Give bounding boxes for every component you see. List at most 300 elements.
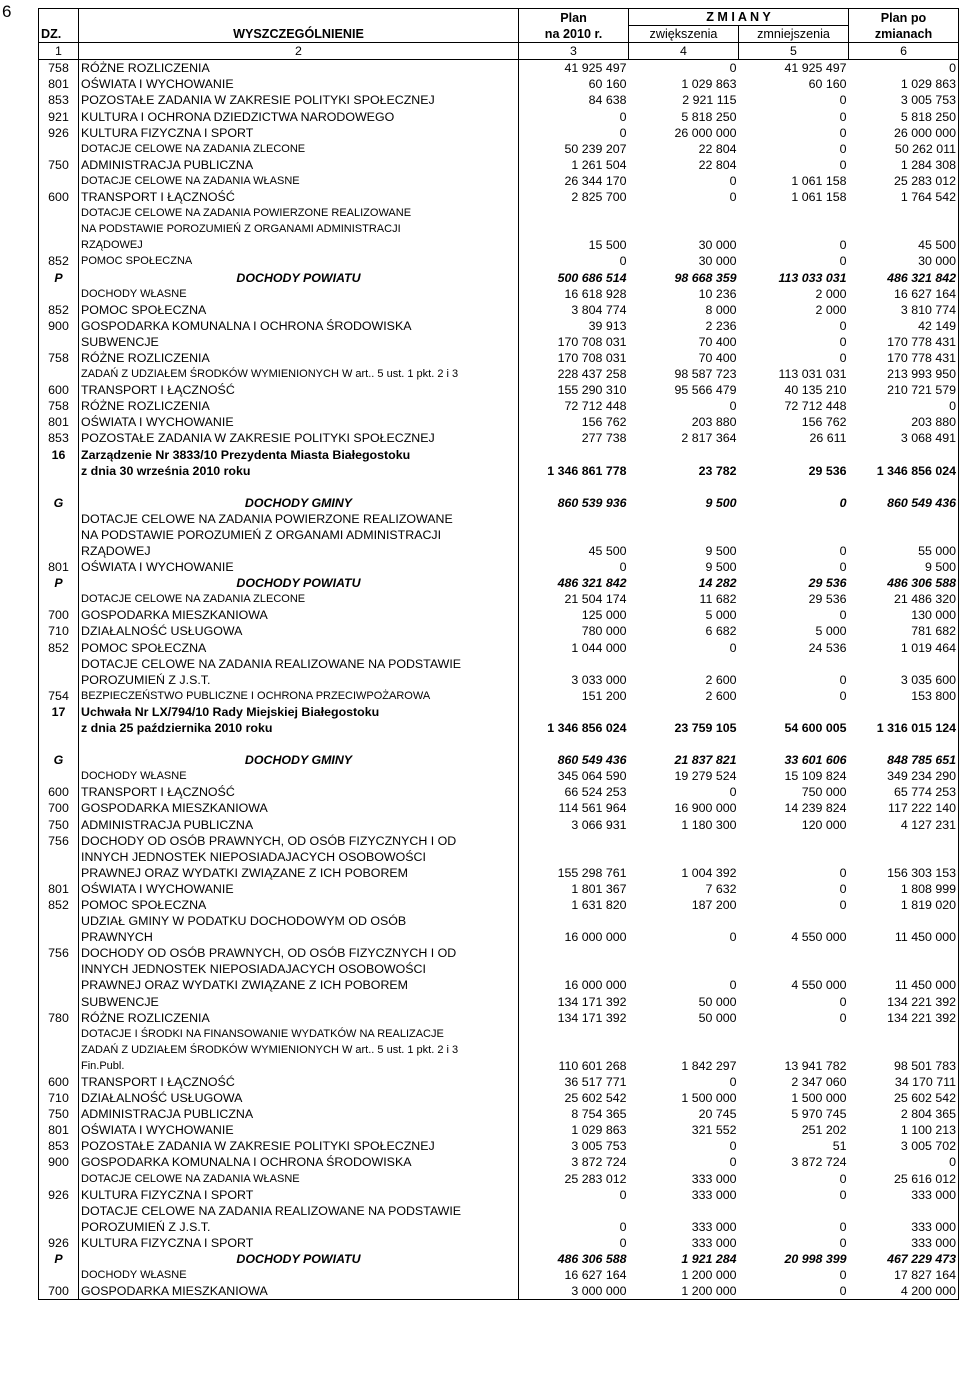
description-cell: OŚWIATA I WYCHOWANIE <box>79 76 519 92</box>
dz-cell <box>39 205 79 221</box>
table-row <box>39 1203 959 1219</box>
decrease-cell: 0 <box>839 672 847 687</box>
decrease-cell: 251 202 <box>801 1123 847 1138</box>
plan-after-cell: 0 <box>849 1154 959 1170</box>
dz-cell: 801 <box>39 559 79 575</box>
decrease-cell: 29 536 <box>808 592 847 607</box>
plan-after-cell: 11 450 000 <box>849 929 959 945</box>
description-cell: POROZUMIEŃ Z J.S.T. <box>79 672 519 688</box>
table-row <box>39 173 959 189</box>
decrease-cell <box>739 479 849 495</box>
plan-cell: 2 825 700 <box>571 190 627 205</box>
description-cell: RZĄDOWEJ <box>79 237 519 253</box>
table-row <box>39 1122 959 1138</box>
dz-cell: 710 <box>39 623 79 639</box>
dz-cell: 758 <box>39 350 79 366</box>
plan-after-cell: 1 764 542 <box>849 189 959 205</box>
plan-cell: 16 000 000 <box>564 930 627 945</box>
increase-cell: 95 566 479 <box>674 383 737 398</box>
description-cell: POZOSTAŁE ZADANIA W ZAKRESIE POLITYKI SPOŁECZNEJ <box>79 1138 519 1154</box>
plan-after-cell: 781 682 <box>849 623 959 639</box>
dz-cell: 801 <box>39 881 79 897</box>
table-row <box>39 92 959 108</box>
increase-cell: 0 <box>729 173 737 188</box>
description-cell: OŚWIATA I WYCHOWANIE <box>79 1122 519 1138</box>
plan-cell: 8 754 365 <box>571 1107 627 1122</box>
description-cell: DOTACJE CELOWE NA ZADANIA WŁASNE <box>79 1171 519 1187</box>
table-row <box>39 768 959 784</box>
decrease-cell: 0 <box>839 1235 847 1250</box>
decrease-cell: 156 762 <box>801 415 847 430</box>
table-row <box>39 1074 959 1090</box>
plan-after-cell: 3 810 774 <box>849 302 959 318</box>
dz-cell <box>39 511 79 527</box>
plan-after-cell: 3 005 702 <box>849 1138 959 1154</box>
increase-cell: 11 682 <box>699 592 737 607</box>
increase-cell: 9 500 <box>705 544 737 558</box>
header-dz: DZ. <box>39 26 79 43</box>
decrease-cell: 0 <box>839 318 847 333</box>
table-row <box>39 1267 959 1283</box>
description-cell: DOCHODY GMINY <box>79 495 519 511</box>
table-row <box>39 849 959 865</box>
description-cell: Zarządzenie Nr 3833/10 Prezydenta Miasta Białegostoku <box>79 447 519 463</box>
increase-cell <box>629 833 739 849</box>
table-row <box>39 1010 959 1026</box>
dz-cell: 756 <box>39 945 79 961</box>
dz-cell: 700 <box>39 1283 79 1300</box>
decrease-cell: 750 000 <box>801 785 847 800</box>
plan-cell: 0 <box>619 109 627 124</box>
table-row <box>39 141 959 157</box>
description-cell: KULTURA I OCHRONA DZIEDZICTWA NARODOWEGO <box>79 109 519 125</box>
plan-after-cell <box>849 1203 959 1219</box>
table-row <box>39 189 959 205</box>
description-cell: DOTACJE CELOWE NA ZADANIA REALIZOWANE NA PODSTAWIE <box>79 1203 519 1219</box>
table-row <box>39 591 959 607</box>
decrease-cell: 3 872 724 <box>791 1155 847 1170</box>
table-row <box>39 205 959 221</box>
plan-after-cell <box>849 736 959 752</box>
plan-after-cell: 130 000 <box>849 607 959 623</box>
decrease-cell: 0 <box>839 141 847 156</box>
plan-cell <box>519 1203 629 1219</box>
table-row <box>39 817 959 833</box>
decrease-cell: 14 239 824 <box>784 801 847 816</box>
table-row <box>39 334 959 350</box>
decrease-cell: 72 712 448 <box>784 399 847 414</box>
table-row <box>39 833 959 849</box>
dz-cell <box>39 865 79 881</box>
plan-after-cell: 25 602 542 <box>849 1090 959 1106</box>
plan-after-cell: 3 035 600 <box>849 672 959 688</box>
decrease-cell: 0 <box>839 495 847 510</box>
decrease-cell: 29 536 <box>808 463 847 478</box>
table-row <box>39 479 959 495</box>
decrease-cell: 1 061 158 <box>791 173 847 188</box>
description-cell: PRAWNEJ ORAZ WYDATKI ZWIĄZANE Z ICH POBOREM <box>79 977 519 993</box>
dz-cell <box>39 1203 79 1219</box>
header-plan-line1: Plan <box>519 9 629 26</box>
decrease-cell: 0 <box>839 544 847 558</box>
decrease-cell: 60 160 <box>808 77 847 92</box>
dz-cell: 853 <box>39 430 79 446</box>
increase-cell: 0 <box>729 785 737 800</box>
plan-after-cell: 65 774 253 <box>849 784 959 800</box>
plan-cell: 125 000 <box>581 608 627 623</box>
decrease-cell <box>739 849 849 865</box>
table-row <box>39 945 959 961</box>
decrease-cell: 0 <box>839 254 847 269</box>
table-row <box>39 447 959 463</box>
increase-cell <box>629 704 739 720</box>
dz-cell <box>39 672 79 688</box>
table-row <box>39 221 959 237</box>
decrease-cell: 41 925 497 <box>784 61 847 76</box>
dz-cell: 600 <box>39 189 79 205</box>
description-cell: NA PODSTAWIE POROZUMIEŃ Z ORGANAMI ADMINISTRACJI <box>79 527 519 543</box>
decrease-cell: 2 347 060 <box>791 1075 847 1089</box>
decrease-cell: 33 601 606 <box>784 753 847 768</box>
table-row <box>39 350 959 366</box>
table-body <box>39 60 959 1300</box>
increase-cell: 2 817 364 <box>681 431 737 446</box>
plan-after-cell: 25 616 012 <box>849 1171 959 1187</box>
plan-cell: 0 <box>619 254 627 269</box>
decrease-cell: 0 <box>839 608 847 623</box>
description-cell: BEZPIECZEŃSTWO PUBLICZNE I OCHRONA PRZECIWPOŻAROWA <box>79 688 519 704</box>
plan-after-cell: 134 221 392 <box>849 994 959 1010</box>
plan-after-cell: 3 068 491 <box>849 430 959 446</box>
increase-cell <box>629 511 739 527</box>
increase-cell <box>629 1203 739 1219</box>
table-row <box>39 720 959 736</box>
decrease-cell: 40 135 210 <box>784 383 847 398</box>
header-dz-spacer <box>39 9 79 26</box>
increase-cell <box>629 961 739 977</box>
plan-cell: 16 000 000 <box>564 978 627 993</box>
plan-after-cell <box>849 479 959 495</box>
dz-cell <box>39 736 79 752</box>
decrease-cell: 0 <box>839 881 847 896</box>
table-row <box>39 1026 959 1042</box>
table-row <box>39 784 959 800</box>
dz-cell: 852 <box>39 897 79 913</box>
decrease-cell <box>739 945 849 961</box>
dz-cell <box>39 1267 79 1283</box>
plan-cell <box>519 945 629 961</box>
dz-cell: 758 <box>39 60 79 77</box>
table-row <box>39 430 959 446</box>
table-row <box>39 237 959 253</box>
plan-cell: 1 044 000 <box>571 640 627 655</box>
table-row <box>39 511 959 527</box>
decrease-cell: 5 000 <box>815 624 847 639</box>
plan-after-cell <box>849 656 959 672</box>
decrease-cell: 2 000 <box>815 302 847 317</box>
description-cell: TRANSPORT I ŁĄCZNOŚĆ <box>79 189 519 205</box>
plan-cell: 16 618 928 <box>564 286 627 301</box>
increase-cell <box>629 221 739 237</box>
header-plan-after-line1: Plan po <box>849 9 959 26</box>
plan-cell: 500 686 514 <box>557 270 627 285</box>
increase-cell <box>629 205 739 221</box>
description-cell: DOTACJE CELOWE NA ZADANIA REALIZOWANE NA PODSTAWIE <box>79 656 519 672</box>
decrease-cell: 0 <box>839 994 847 1009</box>
plan-after-cell: 11 450 000 <box>849 977 959 993</box>
plan-cell: 25 602 542 <box>564 1091 627 1106</box>
plan-cell: 16 627 164 <box>564 1268 627 1283</box>
plan-cell <box>519 849 629 865</box>
plan-after-cell: 1 316 015 124 <box>849 720 959 736</box>
plan-after-cell: 26 000 000 <box>849 125 959 141</box>
increase-cell: 5 818 250 <box>681 109 737 124</box>
increase-cell: 0 <box>729 640 737 655</box>
dz-cell: 801 <box>39 76 79 92</box>
description-cell <box>79 479 519 495</box>
increase-cell: 1 200 000 <box>629 1283 739 1300</box>
description-cell: NA PODSTAWIE POROZUMIEŃ Z ORGANAMI ADMINISTRACJI <box>79 221 519 237</box>
dz-cell <box>39 768 79 784</box>
increase-cell: 23 782 <box>698 463 737 478</box>
decrease-cell: 0 <box>839 93 847 108</box>
plan-after-cell: 117 222 140 <box>849 800 959 816</box>
table-row <box>39 881 959 897</box>
decrease-cell <box>739 656 849 672</box>
dz-cell: 900 <box>39 1154 79 1170</box>
dz-cell <box>39 237 79 253</box>
plan-after-cell: 349 234 290 <box>849 768 959 784</box>
description-cell: DZIAŁALNOŚĆ USŁUGOWA <box>79 1090 519 1106</box>
description-cell: KULTURA FIZYCZNA I SPORT <box>79 125 519 141</box>
plan-cell: 3 066 931 <box>571 817 627 832</box>
header-decreases: zmniejszenia <box>739 26 849 43</box>
table-row <box>39 704 959 720</box>
plan-cell: 60 160 <box>588 77 627 92</box>
dz-cell: 600 <box>39 784 79 800</box>
plan-after-cell: 1 029 863 <box>849 76 959 92</box>
description-cell: OŚWIATA I WYCHOWANIE <box>79 414 519 430</box>
decrease-cell: 0 <box>739 1283 849 1300</box>
increase-cell: 1 842 297 <box>681 1058 737 1073</box>
dz-cell: 700 <box>39 607 79 623</box>
description-cell: Uchwała Nr LX/794/10 Rady Miejskiej Białegostoku <box>79 704 519 720</box>
dz-cell: 16 <box>39 447 79 463</box>
plan-cell: 21 504 174 <box>564 592 627 607</box>
dz-cell <box>39 849 79 865</box>
decrease-cell <box>739 511 849 527</box>
decrease-cell: 15 109 824 <box>784 769 847 784</box>
decrease-cell <box>739 1042 849 1058</box>
increase-cell: 1 029 863 <box>681 77 737 92</box>
plan-cell <box>519 961 629 977</box>
plan-cell <box>519 1042 629 1058</box>
plan-after-cell: 203 880 <box>849 414 959 430</box>
dz-cell: 852 <box>39 253 79 269</box>
dz-cell: 853 <box>39 1138 79 1154</box>
description-cell: POZOSTAŁE ZADANIA W ZAKRESIE POLITYKI SPOŁECZNEJ <box>79 430 519 446</box>
description-cell: RÓŻNE ROZLICZENIA <box>79 350 519 366</box>
dz-cell: 780 <box>39 1010 79 1026</box>
description-cell: POMOC SPOŁECZNA <box>79 302 519 318</box>
dz-cell: 600 <box>39 1074 79 1090</box>
description-cell: DOCHODY WŁASNE <box>79 1267 519 1283</box>
dz-cell: 700 <box>39 800 79 816</box>
increase-cell: 1 004 392 <box>681 865 737 880</box>
decrease-cell <box>739 221 849 237</box>
table-row <box>39 1106 959 1122</box>
plan-cell: 1 631 820 <box>571 897 627 912</box>
decrease-cell: 113 033 031 <box>778 270 847 285</box>
description-cell: ADMINISTRACJA PUBLICZNA <box>79 817 519 833</box>
plan-after-cell: 0 <box>849 60 959 77</box>
description-cell: z dnia 25 października 2010 roku <box>79 720 519 736</box>
increase-cell: 1 200 000 <box>681 1268 737 1283</box>
plan-cell: 155 298 761 <box>557 865 627 880</box>
plan-after-cell: 1 284 308 <box>849 157 959 173</box>
table-row <box>39 994 959 1010</box>
decrease-cell <box>739 833 849 849</box>
description-cell: RZĄDOWEJ <box>79 543 519 559</box>
dz-cell: 926 <box>39 1187 79 1203</box>
decrease-cell <box>739 1203 849 1219</box>
plan-cell: 0 <box>619 1187 627 1202</box>
dz-cell <box>39 286 79 302</box>
header-plan-line2: na 2010 r. <box>519 26 629 43</box>
plan-after-cell: 45 500 <box>849 237 959 253</box>
plan-after-cell: 170 778 431 <box>849 350 959 366</box>
plan-cell <box>519 736 629 752</box>
description-cell: GOSPODARKA MIESZKANIOWA <box>79 1283 519 1300</box>
plan-after-cell: 4 127 231 <box>849 817 959 833</box>
plan-after-cell: 210 721 579 <box>849 382 959 398</box>
plan-cell: 170 708 031 <box>557 334 627 349</box>
plan-cell: 25 283 012 <box>564 1171 627 1186</box>
description-cell: POZOSTAŁE ZADANIA W ZAKRESIE POLITYKI SPOŁECZNEJ <box>79 92 519 108</box>
decrease-cell: 0 <box>839 560 847 575</box>
increase-cell: 98 587 723 <box>674 367 737 382</box>
increase-cell <box>629 656 739 672</box>
plan-after-cell: 153 800 <box>849 688 959 704</box>
description-cell: Fin.Publ. <box>79 1058 519 1074</box>
plan-cell: 1 346 856 024 <box>547 721 627 736</box>
plan-cell: 84 638 <box>588 93 627 108</box>
budget-changes-table <box>38 8 959 1300</box>
plan-after-cell <box>849 511 959 527</box>
dz-cell: 758 <box>39 398 79 414</box>
increase-cell: 70 400 <box>698 334 737 349</box>
plan-cell: 1 346 861 778 <box>547 463 627 478</box>
plan-after-cell: 55 000 <box>849 543 959 559</box>
decrease-cell: 0 <box>839 1219 847 1234</box>
table-row <box>39 897 959 913</box>
plan-cell: 0 <box>619 125 627 140</box>
dz-cell: P <box>39 575 79 591</box>
increase-cell: 19 279 524 <box>674 769 737 784</box>
plan-cell: 36 517 771 <box>564 1075 627 1089</box>
table-row <box>39 286 959 302</box>
plan-cell <box>519 447 629 463</box>
column-index: 2 <box>79 43 519 60</box>
table-row <box>39 1235 959 1251</box>
dz-cell: 853 <box>39 92 79 108</box>
increase-cell <box>629 1026 739 1042</box>
table-row <box>39 800 959 816</box>
description-cell: ZADAŃ Z UDZIAŁEM ŚRODKÓW WYMIENIONYCH W art.. 5 ust. 1 pkt. 2 i 3 <box>79 1042 519 1058</box>
column-index: 1 <box>39 43 79 60</box>
dz-cell <box>39 543 79 559</box>
plan-after-cell <box>849 704 959 720</box>
plan-after-cell <box>849 961 959 977</box>
plan-after-cell: 42 149 <box>849 318 959 334</box>
table-row <box>39 1251 959 1267</box>
description-cell: DOTACJE I ŚRODKI NA FINANSOWANIE WYDATKÓW NA REALIZACJE <box>79 1026 519 1042</box>
description-cell: KULTURA FIZYCZNA I SPORT <box>79 1235 519 1251</box>
description-cell: POMOC SPOŁECZNA <box>79 253 519 269</box>
increase-cell <box>629 527 739 543</box>
increase-cell: 30 000 <box>698 254 737 269</box>
table-row <box>39 977 959 993</box>
description-cell: GOSPODARKA MIESZKANIOWA <box>79 800 519 816</box>
table-row <box>39 607 959 623</box>
increase-cell: 16 900 000 <box>674 801 737 816</box>
table-row <box>39 463 959 479</box>
table-row <box>39 1058 959 1074</box>
plan-after-cell: 17 827 164 <box>849 1267 959 1283</box>
plan-after-cell: 1 100 213 <box>849 1122 959 1138</box>
plan-cell: 45 500 <box>588 544 627 558</box>
plan-cell <box>519 656 629 672</box>
table-row <box>39 157 959 173</box>
increase-cell: 8 000 <box>705 302 737 317</box>
column-index-row <box>39 43 959 60</box>
table-row <box>39 961 959 977</box>
plan-after-cell: 486 321 842 <box>849 270 959 286</box>
dz-cell <box>39 221 79 237</box>
plan-after-cell: 848 785 651 <box>849 752 959 768</box>
table-row <box>39 865 959 881</box>
dz-cell: 926 <box>39 125 79 141</box>
description-cell: POMOC SPOŁECZNA <box>79 897 519 913</box>
dz-cell <box>39 977 79 993</box>
plan-after-cell: 1 808 999 <box>849 881 959 897</box>
decrease-cell: 2 000 <box>815 286 847 301</box>
dz-cell: 801 <box>39 414 79 430</box>
dz-cell <box>39 1171 79 1187</box>
plan-cell: 26 344 170 <box>564 173 627 188</box>
plan-cell: 3 033 000 <box>571 672 627 687</box>
decrease-cell: 0 <box>839 238 847 253</box>
plan-cell: 3 804 774 <box>571 302 627 317</box>
decrease-cell: 0 <box>839 688 847 703</box>
decrease-cell: 0 <box>839 109 847 124</box>
decrease-cell: 54 600 005 <box>784 721 847 736</box>
description-cell: DOCHODY GMINY <box>79 752 519 768</box>
increase-cell: 1 180 300 <box>681 817 737 832</box>
increase-cell: 333 000 <box>691 1219 737 1234</box>
plan-after-cell <box>849 527 959 543</box>
decrease-cell: 4 550 000 <box>791 978 847 993</box>
plan-cell: 114 561 964 <box>558 801 627 816</box>
increase-cell: 203 880 <box>691 415 737 430</box>
increase-cell: 14 282 <box>698 576 737 591</box>
plan-cell: 151 200 <box>581 688 627 703</box>
increase-cell: 22 804 <box>698 141 737 156</box>
increase-cell: 7 632 <box>705 881 737 896</box>
plan-after-cell: 467 229 473 <box>849 1251 959 1267</box>
table-row <box>39 559 959 575</box>
description-cell: DOTACJE CELOWE NA ZADANIA ZLECONE <box>79 141 519 157</box>
